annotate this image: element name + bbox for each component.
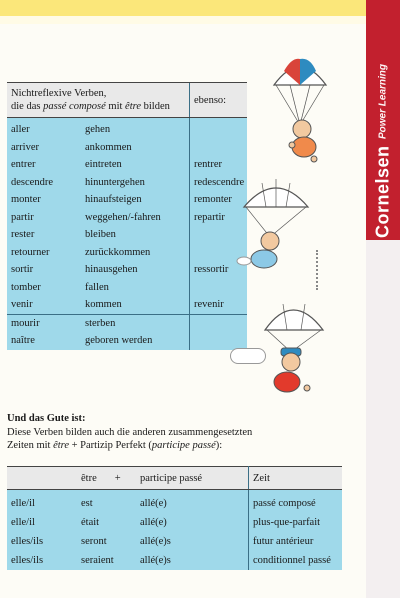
tense-participle: allé(e)s bbox=[136, 532, 249, 551]
verb-row bbox=[7, 296, 247, 314]
verb-german: ankommen bbox=[81, 139, 190, 157]
tenses-header-pp: participe passé bbox=[136, 467, 249, 490]
verb-derived bbox=[190, 118, 248, 139]
tenses-table-header bbox=[7, 467, 342, 490]
verb-german: eintreten bbox=[81, 156, 190, 174]
verb-french: sortir bbox=[7, 261, 81, 279]
verbs-table-header bbox=[7, 83, 247, 118]
verb-derived bbox=[190, 314, 248, 332]
header-line2-pre: die das bbox=[11, 101, 44, 112]
parachute-baby-illustration bbox=[270, 55, 330, 170]
section-text-em2: participe passé bbox=[151, 440, 216, 451]
section-text-mid: + Partizip Perfekt ( bbox=[69, 440, 152, 451]
verb-row bbox=[7, 156, 247, 174]
verb-french: entrer bbox=[7, 156, 81, 174]
verb-german: hinuntergehen bbox=[81, 174, 190, 192]
verb-french: venir bbox=[7, 296, 81, 314]
tense-name: plus-que-parfait bbox=[249, 513, 343, 532]
publisher-tab bbox=[366, 0, 400, 240]
verb-french: retourner bbox=[7, 244, 81, 262]
tense-name: futur antérieur bbox=[249, 532, 343, 551]
section-title: Und das Gute ist: bbox=[7, 413, 86, 424]
header-line2-mid: mit bbox=[105, 101, 126, 112]
verb-german: zurückkommen bbox=[81, 244, 190, 262]
tense-pronoun: elle/il bbox=[7, 513, 77, 532]
verb-german: bleiben bbox=[81, 226, 190, 244]
verb-derived bbox=[190, 332, 248, 350]
header-line2-em: passé composé bbox=[43, 101, 106, 112]
tense-auxiliary: seront bbox=[77, 532, 136, 551]
verb-derived: repartir bbox=[190, 209, 248, 227]
verbs-table bbox=[7, 82, 247, 350]
verb-derived bbox=[190, 279, 248, 297]
section-text-line1: Diese Verben bilden auch die anderen zusammengesetzten bbox=[7, 427, 253, 438]
tense-name: passé composé bbox=[249, 494, 343, 513]
verb-row bbox=[7, 209, 247, 227]
cloud-illustration bbox=[230, 348, 266, 364]
tenses-header-blank bbox=[7, 467, 77, 490]
verb-french: mourir bbox=[7, 314, 81, 332]
tense-auxiliary: seraient bbox=[77, 551, 136, 570]
header-line2-post: bilden bbox=[140, 101, 170, 112]
section-text-post: ): bbox=[215, 440, 223, 451]
verb-row bbox=[7, 261, 247, 279]
verb-french: monter bbox=[7, 191, 81, 209]
verb-german: sterben bbox=[81, 314, 190, 332]
verb-german: weggehen/-fahren bbox=[81, 209, 190, 227]
verb-german: geboren werden bbox=[81, 332, 190, 350]
parachute-baby-illustration bbox=[236, 175, 311, 280]
top-page-strip bbox=[0, 16, 370, 24]
verb-german: hinaufsteigen bbox=[81, 191, 190, 209]
verb-row bbox=[7, 314, 247, 332]
top-color-band bbox=[0, 0, 370, 17]
tense-participle: allé(e) bbox=[136, 494, 249, 513]
parachute-baby-illustration bbox=[255, 296, 330, 406]
verb-german: gehen bbox=[81, 118, 190, 139]
verb-derived bbox=[190, 139, 248, 157]
header-line2-em2: être bbox=[125, 101, 141, 112]
section-text bbox=[7, 426, 337, 452]
verb-german: fallen bbox=[81, 279, 190, 297]
verb-french: naître bbox=[7, 332, 81, 350]
verb-french: aller bbox=[7, 118, 81, 139]
dotted-line bbox=[316, 250, 320, 290]
tense-auxiliary: était bbox=[77, 513, 136, 532]
tenses-table bbox=[7, 466, 342, 570]
verb-french: descendre bbox=[7, 174, 81, 192]
header-plus: + bbox=[114, 472, 121, 484]
verb-french: arriver bbox=[7, 139, 81, 157]
verb-derived: remonter bbox=[190, 191, 248, 209]
tenses-header-zeit: Zeit bbox=[249, 467, 343, 490]
tense-row bbox=[7, 532, 342, 551]
verb-german: hinausgehen bbox=[81, 261, 190, 279]
verb-derived: redescendre bbox=[190, 174, 248, 192]
tense-row bbox=[7, 494, 342, 513]
verb-row bbox=[7, 279, 247, 297]
publisher-brand: Cornelsen bbox=[372, 145, 393, 238]
verb-french: rester bbox=[7, 226, 81, 244]
tense-pronoun: elles/ils bbox=[7, 551, 77, 570]
verb-derived: revenir bbox=[190, 296, 248, 314]
verb-row bbox=[7, 332, 247, 350]
verb-derived: ressortir bbox=[190, 261, 248, 279]
verbs-header-ebenso: ebenso: bbox=[190, 83, 248, 118]
verbs-header-title bbox=[7, 83, 190, 118]
verb-german: kommen bbox=[81, 296, 190, 314]
verb-french: tomber bbox=[7, 279, 81, 297]
tense-auxiliary: est bbox=[77, 494, 136, 513]
verb-row bbox=[7, 244, 247, 262]
verb-derived: rentrer bbox=[190, 156, 248, 174]
section-text-em: être bbox=[53, 440, 70, 451]
section-text-pre: Zeiten mit bbox=[7, 440, 54, 451]
tense-name: conditionnel passé bbox=[249, 551, 343, 570]
verb-row bbox=[7, 139, 247, 157]
tense-row bbox=[7, 551, 342, 570]
header-line1: Nichtreflexive Verben, bbox=[11, 88, 107, 99]
tense-participle: allé(e) bbox=[136, 513, 249, 532]
publisher-tagline: Power Learning bbox=[377, 64, 389, 140]
tense-pronoun: elles/ils bbox=[7, 532, 77, 551]
publisher-label bbox=[370, 8, 396, 238]
tense-pronoun: elle/il bbox=[7, 494, 77, 513]
verb-row bbox=[7, 118, 247, 139]
verb-row bbox=[7, 174, 247, 192]
tense-participle: allé(e)s bbox=[136, 551, 249, 570]
header-etre: être bbox=[81, 472, 97, 484]
tenses-header-etre bbox=[77, 467, 136, 490]
tense-row bbox=[7, 513, 342, 532]
verb-row bbox=[7, 191, 247, 209]
verb-row bbox=[7, 226, 247, 244]
verb-french: partir bbox=[7, 209, 81, 227]
